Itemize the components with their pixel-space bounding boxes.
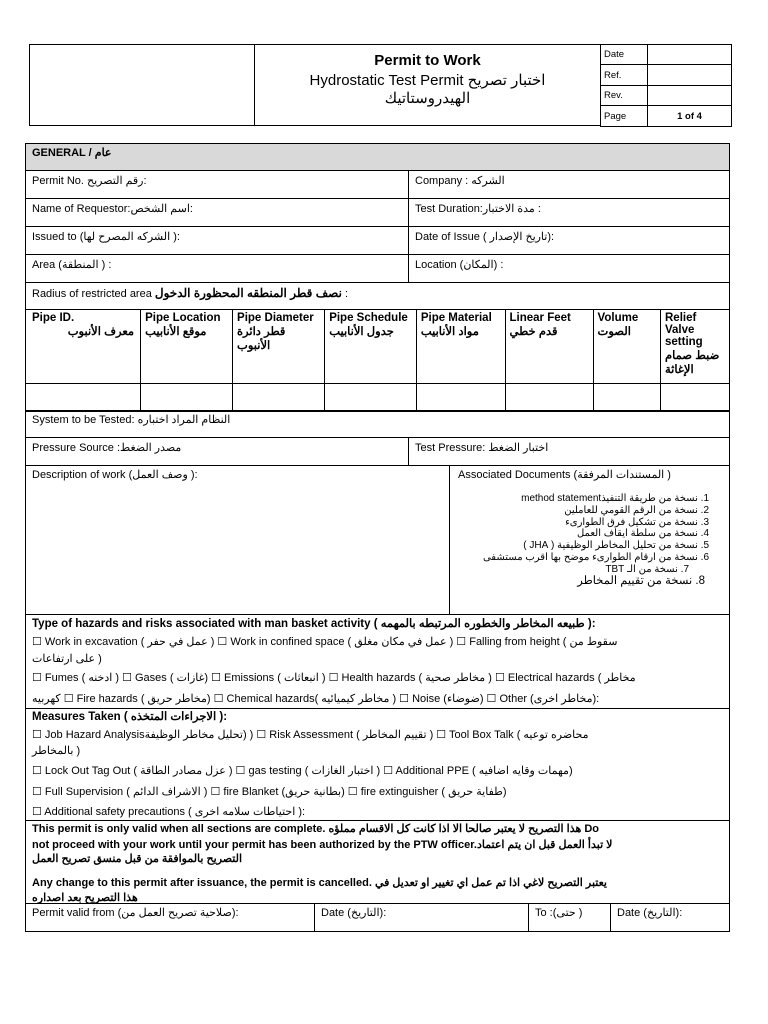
requestor-field[interactable]: Name of Requestor:اسم الشخص: [25, 198, 409, 227]
pipe-header-en: Volume [597, 312, 639, 324]
measures-title: Measures Taken ( الاجراءات المتخذه ): [32, 711, 228, 723]
meta-label: Date [601, 45, 648, 65]
header-title-box [254, 44, 601, 126]
hazards-line: على ارتفاعات ) [32, 653, 102, 665]
pipe-cell[interactable] [416, 384, 505, 412]
measures-line[interactable]: ☐ Lock Out Tag Out ( عزل مصادر الطاقة ) ☐ gas testing ( اختبار الغازات ) ☐ Additional PPE ( مهمات وقايه اضافيه) [32, 765, 573, 777]
notice-section [25, 820, 730, 904]
pipe-cell[interactable] [141, 384, 233, 412]
list-item: 1. نسخة من طريقة التنفيذmethod statement [521, 493, 709, 504]
pipe-cell[interactable] [325, 384, 417, 412]
page-subtitle: Hydrostatic Test Permit اختبار تصريح [309, 72, 546, 89]
valid-to-field[interactable]: To :(حتى ) [528, 903, 611, 932]
pipe-header-en: Pipe Schedule [329, 312, 408, 324]
description-field[interactable] [25, 465, 450, 615]
measures-line: بالمخاطر ) [32, 745, 81, 757]
list-item: 7. نسخة من الـ TBT [605, 563, 689, 575]
pipe-header-en: Pipe Diameter [237, 312, 314, 324]
pipe-header-linear-feet [505, 310, 593, 384]
pipe-header-ar: مواد الأنابيب [420, 326, 479, 338]
list-item: 4. نسخة من سلطة ايقاف العمل [576, 528, 709, 540]
issued-to-field[interactable]: Issued to (الشركه المصرح لها ): [25, 226, 409, 255]
date-from-field[interactable]: Date (التاريخ): [314, 903, 529, 932]
radius-field[interactable] [25, 282, 730, 310]
measures-line[interactable]: ☐ Full Supervision ( الاشراف الدائم ) ☐ fire Blanket (بطانية حريق) ☐ fire extinguisher ( طفاية حريق) [32, 786, 507, 798]
permit-no-field[interactable]: Permit No. رقم التصريح: [25, 170, 409, 199]
meta-value[interactable] [648, 45, 732, 65]
list-item: 8. نسخة من تقييم المخاطر [577, 574, 705, 587]
pipe-table [25, 309, 730, 412]
pipe-header-ar: قطر دائرة الأنبوب [237, 326, 286, 352]
associated-label: Associated Documents (المستندات المرفقة ) [458, 469, 671, 481]
notice-line: Any change to this permit after issuance, the permit is cancelled. يعتبر التصريح لاغي اذا تم عمل اي تغيير او تعديل في [32, 877, 607, 889]
description-label: Description of work (وصف العمل ): [32, 469, 198, 481]
area-field[interactable]: Area (المنطقة ) : [25, 254, 409, 283]
general-section-header: GENERAL / عام [25, 143, 730, 171]
pipe-cell[interactable] [26, 384, 141, 412]
page-subtitle-ar: الهيدروستاتيك [384, 90, 471, 107]
pipe-header-ar: ضبط صمام الإغاثة [665, 350, 720, 376]
list-item: 5. نسخة من تحليل المخاطر الوظيفية ( JHA ) [523, 540, 709, 552]
test-pressure-field[interactable]: Test Pressure: اختبار الضغط [408, 437, 730, 466]
list-item: 3. نسخة من تشكيل فرق الطوارىء [565, 516, 709, 528]
pipe-cell[interactable] [593, 384, 660, 412]
radius-colon: : [341, 288, 349, 300]
pipe-header-ar: قدم خطي [509, 326, 558, 338]
pipe-header-material [416, 310, 505, 384]
meta-value: 1 of 4 [648, 106, 732, 127]
hazards-title: Type of hazards and risks associated with man basket activity ( طبيعه المخاطر والخطوره المرتبطه بالمهمه ): [32, 618, 596, 630]
pipe-cell[interactable] [505, 384, 593, 412]
header-meta-table [600, 44, 732, 127]
pipe-header-diameter [233, 310, 325, 384]
pipe-cell[interactable] [661, 384, 730, 412]
meta-label: Rev. [601, 86, 648, 106]
pipe-header-schedule [325, 310, 417, 384]
measures-line[interactable]: ☐ Job Hazard Analysisتحليل مخاطر الوظيفة) ) ☐ Risk Assessment ( تقييم المخاطر ) ☐ Tool Box Talk ( محاضره توعيه [32, 729, 589, 741]
meta-value[interactable] [648, 65, 732, 86]
notice-line: not proceed with your work until your permit has been authorized by the PTW officer.لا تبدأ العمل قبل ان يتم اعتماد [32, 839, 613, 851]
hazards-line[interactable]: كهربيه ☐ Fire hazards ( مخاطر حريق) ☐ Chemical hazards( مخاطر كيميائيه ) ☐ Noise (ضوضاء) ☐ Other (مخاطر اخرى): [32, 693, 600, 705]
meta-value[interactable] [648, 86, 732, 106]
pipe-header-en: Pipe ID. [32, 312, 75, 324]
meta-label: Ref. [601, 65, 648, 86]
notice-line: هذا التصريح بعد اصداره [32, 892, 138, 904]
notice-line: This permit is only valid when all sections are complete. هذا التصريح لا يعتبر صالحا الا اذا كانت كل الاقسام مملؤه Do [32, 823, 600, 835]
pipe-cell[interactable] [233, 384, 325, 412]
system-field[interactable]: System to be Tested: النظام المراد اختباره [25, 410, 730, 438]
notice-line: التصريح بالموافقة من قبل منسق تصريح العمل [32, 853, 243, 865]
hazards-line[interactable]: ☐ Work in excavation ( عمل في حفر ) ☐ Work in confined space ( عمل في مكان مغلق ) ☐ Falling from height ( سقوط من [32, 636, 618, 648]
pipe-header-en: Pipe Location [145, 312, 221, 324]
page-title: Permit to Work [374, 52, 481, 69]
list-item: 6. نسخة من ارقام الطوارىء موضح بها اقرب مستشفى [482, 551, 709, 563]
pipe-header-en: Relief Valve setting [665, 312, 703, 348]
valid-from-field[interactable]: Permit valid from (صلاحية تصريح العمل من): [25, 903, 315, 932]
location-field[interactable]: Location (المكان) : [408, 254, 730, 283]
pipe-header-en: Linear Feet [509, 312, 571, 324]
pipe-header-id [26, 310, 141, 384]
measures-section [25, 708, 730, 821]
date-to-field[interactable]: Date (التاريخ): [610, 903, 730, 932]
associated-documents [449, 465, 730, 615]
pipe-header-location [141, 310, 233, 384]
documents-list [458, 493, 721, 587]
pipe-header-ar: معرف الأنبوب [67, 326, 135, 338]
measures-line[interactable]: ☐ Additional safety precautions ( احتياطات سلامه اخرى ): [32, 806, 306, 818]
meta-label: Page [601, 106, 648, 127]
company-field[interactable]: Company : الشركه [408, 170, 730, 199]
header-logo-box [29, 44, 255, 126]
pipe-header-en: Pipe Material [420, 312, 492, 324]
list-item: 2. نسخة من الرقم القومي للعاملين [564, 504, 709, 516]
date-of-issue-field[interactable]: Date of Issue ( تاريخ الإصدار): [408, 226, 730, 255]
radius-label-ar: نصف قطر المنطقه المحظورة الدخول [154, 286, 342, 300]
pipe-header-ar: جدول الأنابيب [329, 326, 394, 338]
pipe-header-ar: موقع الأنابيب [145, 326, 207, 338]
hazards-line[interactable]: ☐ Fumes ( ادخنه ) ☐ Gases ( غازات) ☐ Emissions ( انبعاثات ) ☐ Health hazards ( مخاطر صحية ) ☐ Electrical hazards ( مخاطر [32, 672, 636, 684]
pipe-header-relief-valve [661, 310, 730, 384]
hazards-section [25, 614, 730, 709]
pressure-source-field[interactable]: Pressure Source :مصدر الضغط [25, 437, 409, 466]
radius-label: Radius of restricted area [32, 288, 155, 300]
pipe-header-ar: الصوت [597, 326, 631, 338]
duration-field[interactable]: Test Duration:مدة الاختبار : [408, 198, 730, 227]
pipe-header-volume [593, 310, 660, 384]
